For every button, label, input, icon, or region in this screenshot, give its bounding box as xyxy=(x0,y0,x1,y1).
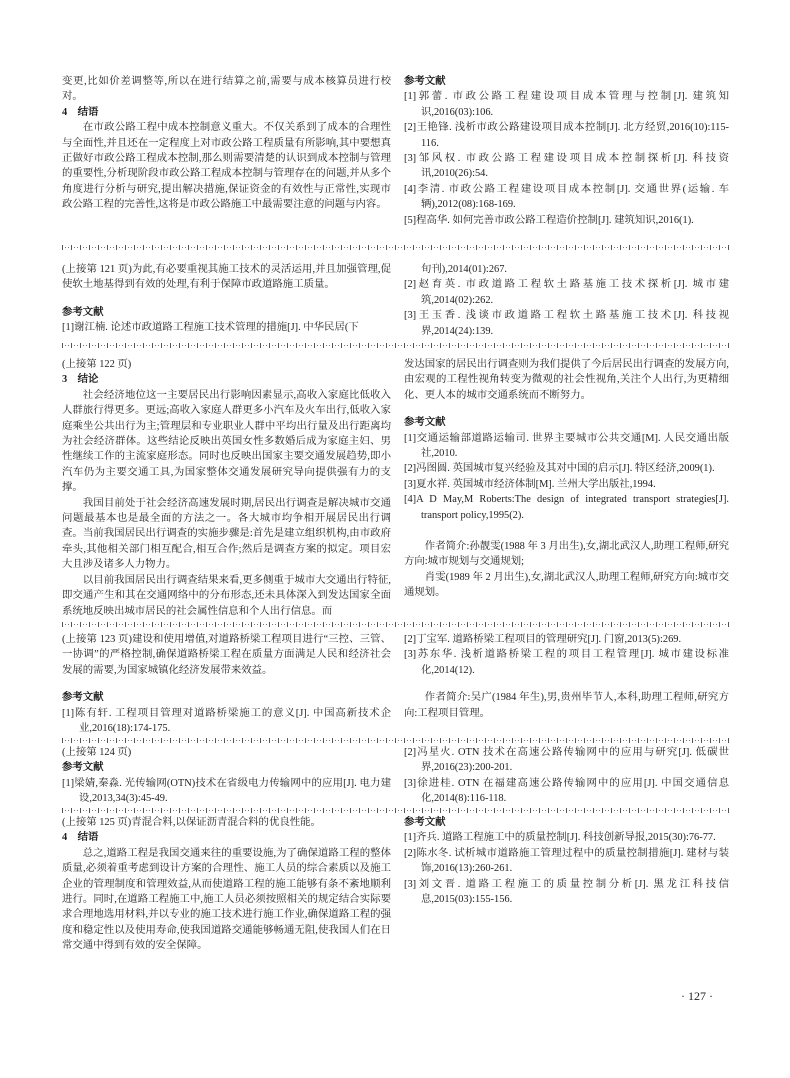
author-note: 肖雯(1989 年 2 月出生),女,湖北武汉人,助理工程师,研究方向:城市交通规划。 xyxy=(404,571,729,599)
reference-item: [5]程高华. 如何完善市政公路工程造价控制[J]. 建筑知识,2016(1). xyxy=(404,214,694,226)
author-note: 作者简介:孙靓雯(1988 年 3 月出生),女,湖北武汉人,助理工程师,研究方向:城市规划与交通规划; xyxy=(404,541,729,568)
reference-item: [2]赵育英. 市政道路工程软土路基施工技术探析[J]. 城市建筑,2014(02):262. xyxy=(404,279,729,306)
body-paragraph: 我国目前处于社会经济高速发展时期,居民出行调查是解决城市交通问题最基本也是最全面的方法之一。各大城市均争相开展居民出行调查。当前我国居民出行调查的实施步骤是:首先是建立组织机构,由市政府牵头,其他相关部门相互配合,相互合作;然后是调查方案的拟定。项目宏大且涉及诸多人力物力。 xyxy=(62,497,391,571)
reference-item: [4]李清. 市政公路工程建设项目成本控制[J]. 交通世界(运输. 车辆),2012(08):168-169. xyxy=(404,183,729,211)
author-note: 作者简介:吴广(1984 年生),男,贵州毕节人,本科,助理工程师,研究方向:工程项目管理。 xyxy=(404,692,729,719)
section-2-left-column xyxy=(62,262,391,336)
continued-paragraph: 变更,比如价差调整等,所以在进行结算之前,需要与成本核算员进行校对。 xyxy=(62,76,391,103)
reference-item: [1]谢江楠. 论述市政道路工程施工技术管理的措施[J]. 中华民居(下 xyxy=(62,322,359,334)
reference-item: [1]交通运输部道路运输司. 世界主要城市公共交通[M]. 人民交通出版社,2010. xyxy=(404,432,729,460)
reference-item: [2]陈水冬. 试析城市道路施工管理过程中的质量控制措施[J]. 建材与装饰,2016(13):260-261. xyxy=(404,847,729,875)
reference-item: [2]冯星火. OTN 技术在高速公路传输网中的应用与研究[J]. 低碳世界,2016(23):200-201. xyxy=(404,747,729,774)
reference-item: [3]苏东华. 浅析道路桥梁工程的项目工程管理[J]. 城市建设标准化,2014(12). xyxy=(404,649,729,676)
reference-item: [3]夏水祥. 英国城市经济体制[M]. 兰州大学出版社,1994. xyxy=(404,478,656,490)
continued-from-label: (上接第 122 页) xyxy=(62,359,132,370)
reference-item: [2]丁宝军. 道路桥梁工程项目的管理研究[J]. 门窗,2013(5):269. xyxy=(404,634,682,645)
reference-item: [1]郭蕾. 市政公路工程建设项目成本管理与控制[J]. 建筑知识,2016(03):106. xyxy=(404,91,729,118)
section-heading: 4 结语 xyxy=(62,832,99,844)
references-heading: 参考文献 xyxy=(62,692,104,704)
section-6-left-column xyxy=(62,815,391,954)
reference-item: [3]刘文晋. 道路工程施工的质量控制分析[J]. 黑龙江科技信息,2015(03):155-156. xyxy=(404,878,729,906)
section-separator xyxy=(62,622,729,627)
section-separator xyxy=(62,245,729,250)
section-separator xyxy=(62,808,729,813)
section-1-right-column xyxy=(404,74,729,228)
body-paragraph: 总之,道路工程是我国交通来往的重要设施,为了确保道路工程的整体质量,必须着重考虑到设计方案的合理性、施工人员的综合素质以及施工企业的管理制度和管理效益,从而使道路工程的施工能够有条不紊地顺利进行。同时,在道路工程施工中,施工人员必须按照相关的规定结合实际要求合理地选用材料,并以专业的施工技术进行施工作业,确保道路工程的强度和稳定性以及使用寿命,使我国道路交通能够畅通无阻,使我国人们在日常交通中得到有效的安全保障。 xyxy=(62,847,391,952)
references-heading: 参考文献 xyxy=(404,76,446,87)
section-heading: 4 结语 xyxy=(62,106,99,118)
continued-from-label: (上接第 124 页) xyxy=(62,747,132,758)
section-1-left-column xyxy=(62,74,391,213)
continued-paragraph: (上接第 125 页)青混合料,以保证沥青混合料的优良性能。 xyxy=(62,817,321,828)
section-5-left-column xyxy=(62,745,391,807)
reference-item: [3]邹风权. 市政公路工程建设项目成本控制探析[J]. 科技资讯,2010(26):54. xyxy=(404,153,729,180)
reference-item: [3]王玉香. 浅谈市政道路工程软土路基施工技术[J]. 科技视界,2014(24):139. xyxy=(404,310,729,337)
body-paragraph: 在市政公路工程中成本控制意义重大。不仅关系到了成本的合理性与全面性,并且还在一定程度上对市政公路工程质量有所影响,其中要想真正做好市政公路工程成本控制,那么则需要清楚的认识到成本控制与管理的重要性,分析现阶段市政公路工程成本控制与管理存在的问题,并从多个角度进行分析与研究,提出解决措施,保证资金的有效性与正常性,实现市政公路工程的完善性,这将是市政公路施工中最需要注意的问题与内容。 xyxy=(62,122,391,211)
reference-item-continuation: 旬刊),2014(01):267. xyxy=(421,264,508,275)
reference-item: [1]齐兵. 道路工程施工中的质量控制[J]. 科技创新导报,2015(30):76-77. xyxy=(404,832,716,844)
section-2-right-column xyxy=(404,262,729,339)
section-6-right-column xyxy=(404,815,729,907)
section-heading: 3 结论 xyxy=(62,374,99,386)
body-paragraph: 社会经济地位这一主要居民出行影响因素显示,高收入家庭比低收入人群旅行得更多。更远;高收入家庭人群更多小汽车及火车出行,低收入家庭乘坐公共出行为主;管理层和专业职业人群中平均出行量及出行距离均为社会经济群体。这些结论反映出英国女性多数婚后成为家庭主妇、男性继续工作的主流家庭形态。同时也反映出国家主要交通发展趋势,即小汽车仍为主要交通工具,为国家整体交通发展研究导向提供强有力的支撑。 xyxy=(62,389,391,494)
reference-item: [1]梁婧,秦淼. 光传输网(OTN)技术在省级电力传输网中的应用[J]. 电力建设,2013,34(3):45-49. xyxy=(62,777,391,805)
continued-paragraph: (上接第 123 页)建设和使用增值,对道路桥梁工程项目进行“三控、三管、一协调”的严格控制,确保道路桥梁工程在质量方面满足人民和经济社会发展的需要,为国家城镇化经济发展带来效益。 xyxy=(62,634,391,676)
section-separator xyxy=(62,738,729,743)
section-5-right-column xyxy=(404,745,729,807)
section-3-right-column xyxy=(404,357,729,601)
references-heading: 参考文献 xyxy=(404,817,446,828)
reference-item: [4]A D May,M Roberts:The design of integrated transport strategies[J]. transport policy,1995(2). xyxy=(404,494,729,521)
reference-item: [1]陈有轩. 工程项目管理对道路桥梁施工的意义[J]. 中国高新技术企业,2016(18):174-175. xyxy=(62,707,391,735)
references-heading: 参考文献 xyxy=(404,417,446,429)
reference-item: [2]冯图圆. 英国城市复兴经验及其对中国的启示[J]. 特区经济,2009(1). xyxy=(404,463,715,475)
section-separator xyxy=(62,343,729,348)
references-heading: 参考文献 xyxy=(62,306,104,318)
page-number: · 127 · xyxy=(681,989,713,1003)
references-heading: 参考文献 xyxy=(62,762,104,774)
section-4-right-column xyxy=(404,632,729,721)
reference-item: [2]王艳锋. 浅析市政公路建设项目成本控制[J]. 北方经贸,2016(10):115-116. xyxy=(404,122,729,149)
section-3-left-column xyxy=(62,357,391,619)
body-paragraph: 以目前我国居民出行调查结果来看,更多侧重于城市大交通出行特征,即交通产生和其在交通网络中的分布形态,还未具体深入到发达国家全面系统地反映出城市居民的社会属性信息和个人出行信息。而 xyxy=(62,574,391,617)
section-4-left-column xyxy=(62,632,391,736)
reference-item: [3]徐进桂. OTN 在福建高速公路传输网中的应用[J]. 中国交通信息化,2014(8):116-118. xyxy=(404,777,729,805)
continued-paragraph: 发达国家的居民出行调查则为我们提供了今后居民出行调查的发展方向,由宏观的工程性视角转变为微观的社会性视角,关注个人出行,为更精细化、更人本的城市交通系统而不断努力。 xyxy=(404,359,729,401)
continued-paragraph: (上接第 121 页)为此,有必要重视其施工技术的灵活运用,并且加强管理,促使软土地基得到有效的处理,有利于保障市政道路施工质量。 xyxy=(62,264,391,291)
